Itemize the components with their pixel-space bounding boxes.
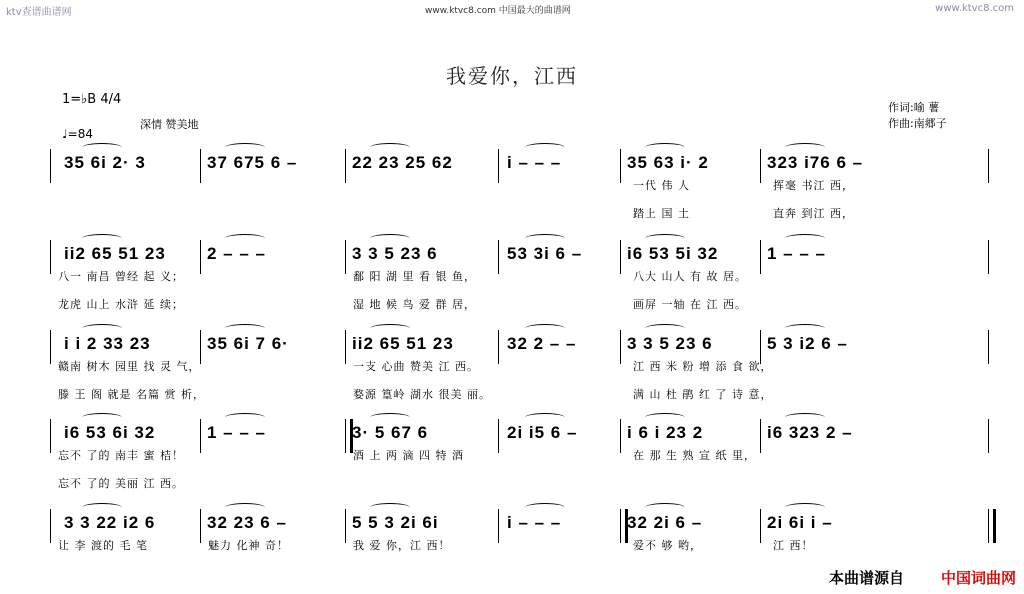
measure: i6 53 6i 32: [64, 423, 156, 442]
measure: 2 – – –: [207, 244, 266, 263]
measure: i i 2 33 23: [64, 334, 151, 353]
barline: [498, 509, 499, 543]
score-row: [50, 326, 990, 401]
measure: 323 i76 6 –: [767, 153, 864, 172]
slur-mark: [785, 143, 825, 152]
slur-mark: [645, 324, 685, 333]
measure: 35 63 i· 2: [627, 153, 709, 172]
barline: [498, 240, 499, 274]
barline: [50, 149, 51, 183]
barline: [200, 149, 201, 183]
lyric-line-2: 直奔 到江 西，: [773, 207, 854, 220]
barline: [50, 419, 51, 453]
slur-mark: [225, 413, 265, 422]
barline: [50, 509, 51, 543]
slur-mark: [785, 234, 825, 243]
slur-mark: [82, 413, 122, 422]
barline: [50, 240, 51, 274]
lyric-line-1: 江 西！: [773, 539, 814, 552]
lyricist-credit: 作词:喻 薯: [888, 101, 940, 114]
barline: [988, 240, 989, 274]
slur-mark: [225, 234, 265, 243]
slur-mark: [525, 234, 565, 243]
slur-mark: [82, 143, 122, 152]
slur-mark: [370, 503, 410, 512]
credits: [888, 100, 947, 132]
song-title: 我爱你，江西: [446, 64, 578, 88]
slur-mark: [645, 413, 685, 422]
lyric-line-2: 龙虎 山上 水浒 延 续；: [58, 298, 184, 311]
lyric-line-1: 江 西 米 粉 增 添 食 欲，: [633, 360, 773, 373]
slur-mark: [225, 324, 265, 333]
barline: [620, 240, 621, 274]
barline: [620, 330, 621, 364]
score-row: [50, 505, 990, 552]
measure: 32 2i 6 –: [627, 513, 703, 532]
measure: 53 3i 6 –: [507, 244, 583, 263]
measure: 3· 5 67 6: [352, 423, 429, 442]
lyric-line-2: 踏上 国 土: [633, 207, 690, 220]
measure: 35 6i 7 6·: [207, 334, 289, 353]
barline: [200, 240, 201, 274]
composer-credit: 作曲:南郷子: [888, 117, 947, 130]
lyric-line-1: 鄱 阳 湖 里 看 银 鱼，: [353, 270, 476, 283]
barline: [345, 149, 346, 183]
slur-mark: [785, 503, 825, 512]
slur-mark: [785, 413, 825, 422]
slur-mark: [82, 234, 122, 243]
lyric-line-1: 酒 上 两 滴 四 特 酒: [353, 449, 464, 462]
measure: 35 6i 2· 3: [64, 153, 146, 172]
barline: [200, 509, 201, 543]
measure: 22 23 25 62: [352, 153, 453, 172]
slur-mark: [645, 143, 685, 152]
barline: [345, 509, 346, 543]
measure: 3 3 22 i2 6: [64, 513, 156, 532]
measure: i6 323 2 –: [767, 423, 853, 442]
site-tagline: www.ktvc8.com 中国最大的曲谱网: [425, 6, 571, 16]
slur-mark: [645, 234, 685, 243]
slur-mark: [525, 324, 565, 333]
measure: 37 675 6 –: [207, 153, 298, 172]
lyric-line-1: 忘不 了的 南丰 蜜 桔！: [58, 449, 184, 462]
tempo-marking: ♩=84: [62, 127, 93, 141]
measure: ii2 65 51 23: [64, 244, 166, 263]
barline: [200, 419, 201, 453]
slur-mark: [225, 503, 265, 512]
score-row: [50, 145, 990, 220]
lyric-line-1: 一支 心曲 赞美 江 西。: [353, 360, 479, 373]
lyric-line-2: 婺源 篁岭 湖水 很美 丽。: [353, 388, 491, 401]
slur-mark: [525, 143, 565, 152]
slur-mark: [785, 324, 825, 333]
slur-mark: [370, 413, 410, 422]
lyric-line-1: 赣南 树木 园里 找 灵 气，: [58, 360, 201, 373]
measure: 32 2 – –: [507, 334, 577, 353]
lyric-line-2: 满 山 杜 鹃 红 了 诗 意，: [633, 388, 773, 401]
lyric-line-1: 爱不 够 哟，: [633, 539, 702, 552]
slur-mark: [645, 503, 685, 512]
barline: [760, 149, 761, 183]
measure: ii2 65 51 23: [352, 334, 454, 353]
barline: [498, 149, 499, 183]
barline: [620, 419, 621, 453]
barline: [760, 509, 761, 543]
slur-mark: [370, 324, 410, 333]
measure: 5 3 i2 6 –: [767, 334, 848, 353]
measure: i – – –: [507, 513, 562, 532]
final-barline: [988, 509, 996, 543]
slur-mark: [82, 503, 122, 512]
barline: [345, 330, 346, 364]
lyric-line-2: 湿 地 候 鸟 爱 群 居，: [353, 298, 476, 311]
measure: i6 53 5i 32: [627, 244, 719, 263]
slur-mark: [370, 234, 410, 243]
slur-mark: [225, 143, 265, 152]
source-label: 本曲谱源自: [828, 569, 904, 587]
lyric-line-1: 八一 南昌 曾经 起 义；: [58, 270, 184, 283]
barline: [620, 149, 621, 183]
barline: [760, 240, 761, 274]
slur-mark: [525, 413, 565, 422]
slur-mark: [370, 143, 410, 152]
barline: [760, 419, 761, 453]
lyric-line-1: 我 爱 你，江 西！: [353, 539, 451, 552]
lyric-line-1: 在 那 生 熟 宣 纸 里，: [633, 449, 756, 462]
barline: [498, 419, 499, 453]
measure: 1 – – –: [767, 244, 826, 263]
lyric-line-1: 挥毫 书江 西，: [773, 179, 854, 192]
measure: 5 5 3 2i 6i: [352, 513, 439, 532]
lyric-line-1: 一代 伟 人: [633, 179, 690, 192]
measure: 3 3 5 23 6: [352, 244, 438, 263]
measure: 2i 6i i –: [767, 513, 833, 532]
score-row: [50, 415, 990, 490]
measure: i – – –: [507, 153, 562, 172]
barline: [988, 149, 989, 183]
barline: [988, 330, 989, 364]
lyric-line-1: 魅力 化神 奇！: [208, 539, 289, 552]
key-signature: 1=♭B 4/4: [62, 92, 122, 107]
slur-mark: [525, 503, 565, 512]
barline: [50, 330, 51, 364]
site-url-right: www.ktvc8.com: [935, 3, 1014, 14]
barline: [345, 240, 346, 274]
source-site-link[interactable]: 中国词曲网: [940, 569, 1016, 587]
barline: [498, 330, 499, 364]
measure: 1 – – –: [207, 423, 266, 442]
lyric-line-1: 让 李 渡的 毛 笔: [58, 539, 148, 552]
lyric-line-2: 滕 王 阁 就是 名篇 赏 析，: [58, 388, 205, 401]
lyric-line-1: 八大 山人 有 故 居。: [633, 270, 747, 283]
barline: [988, 419, 989, 453]
lyric-line-2: 忘不 了的 美丽 江 西。: [58, 477, 184, 490]
measure: 3 3 5 23 6: [627, 334, 713, 353]
measure: i 6 i 23 2: [627, 423, 704, 442]
measure: 32 23 6 –: [207, 513, 287, 532]
expression-marking: 深情 赞美地: [140, 118, 199, 131]
slur-mark: [82, 324, 122, 333]
score-row: [50, 236, 990, 311]
measure: 2i i5 6 –: [507, 423, 578, 442]
lyric-line-2: 画屏 一轴 在 江 西。: [633, 298, 747, 311]
site-name-left: ktv查谱曲谱网: [6, 7, 72, 18]
